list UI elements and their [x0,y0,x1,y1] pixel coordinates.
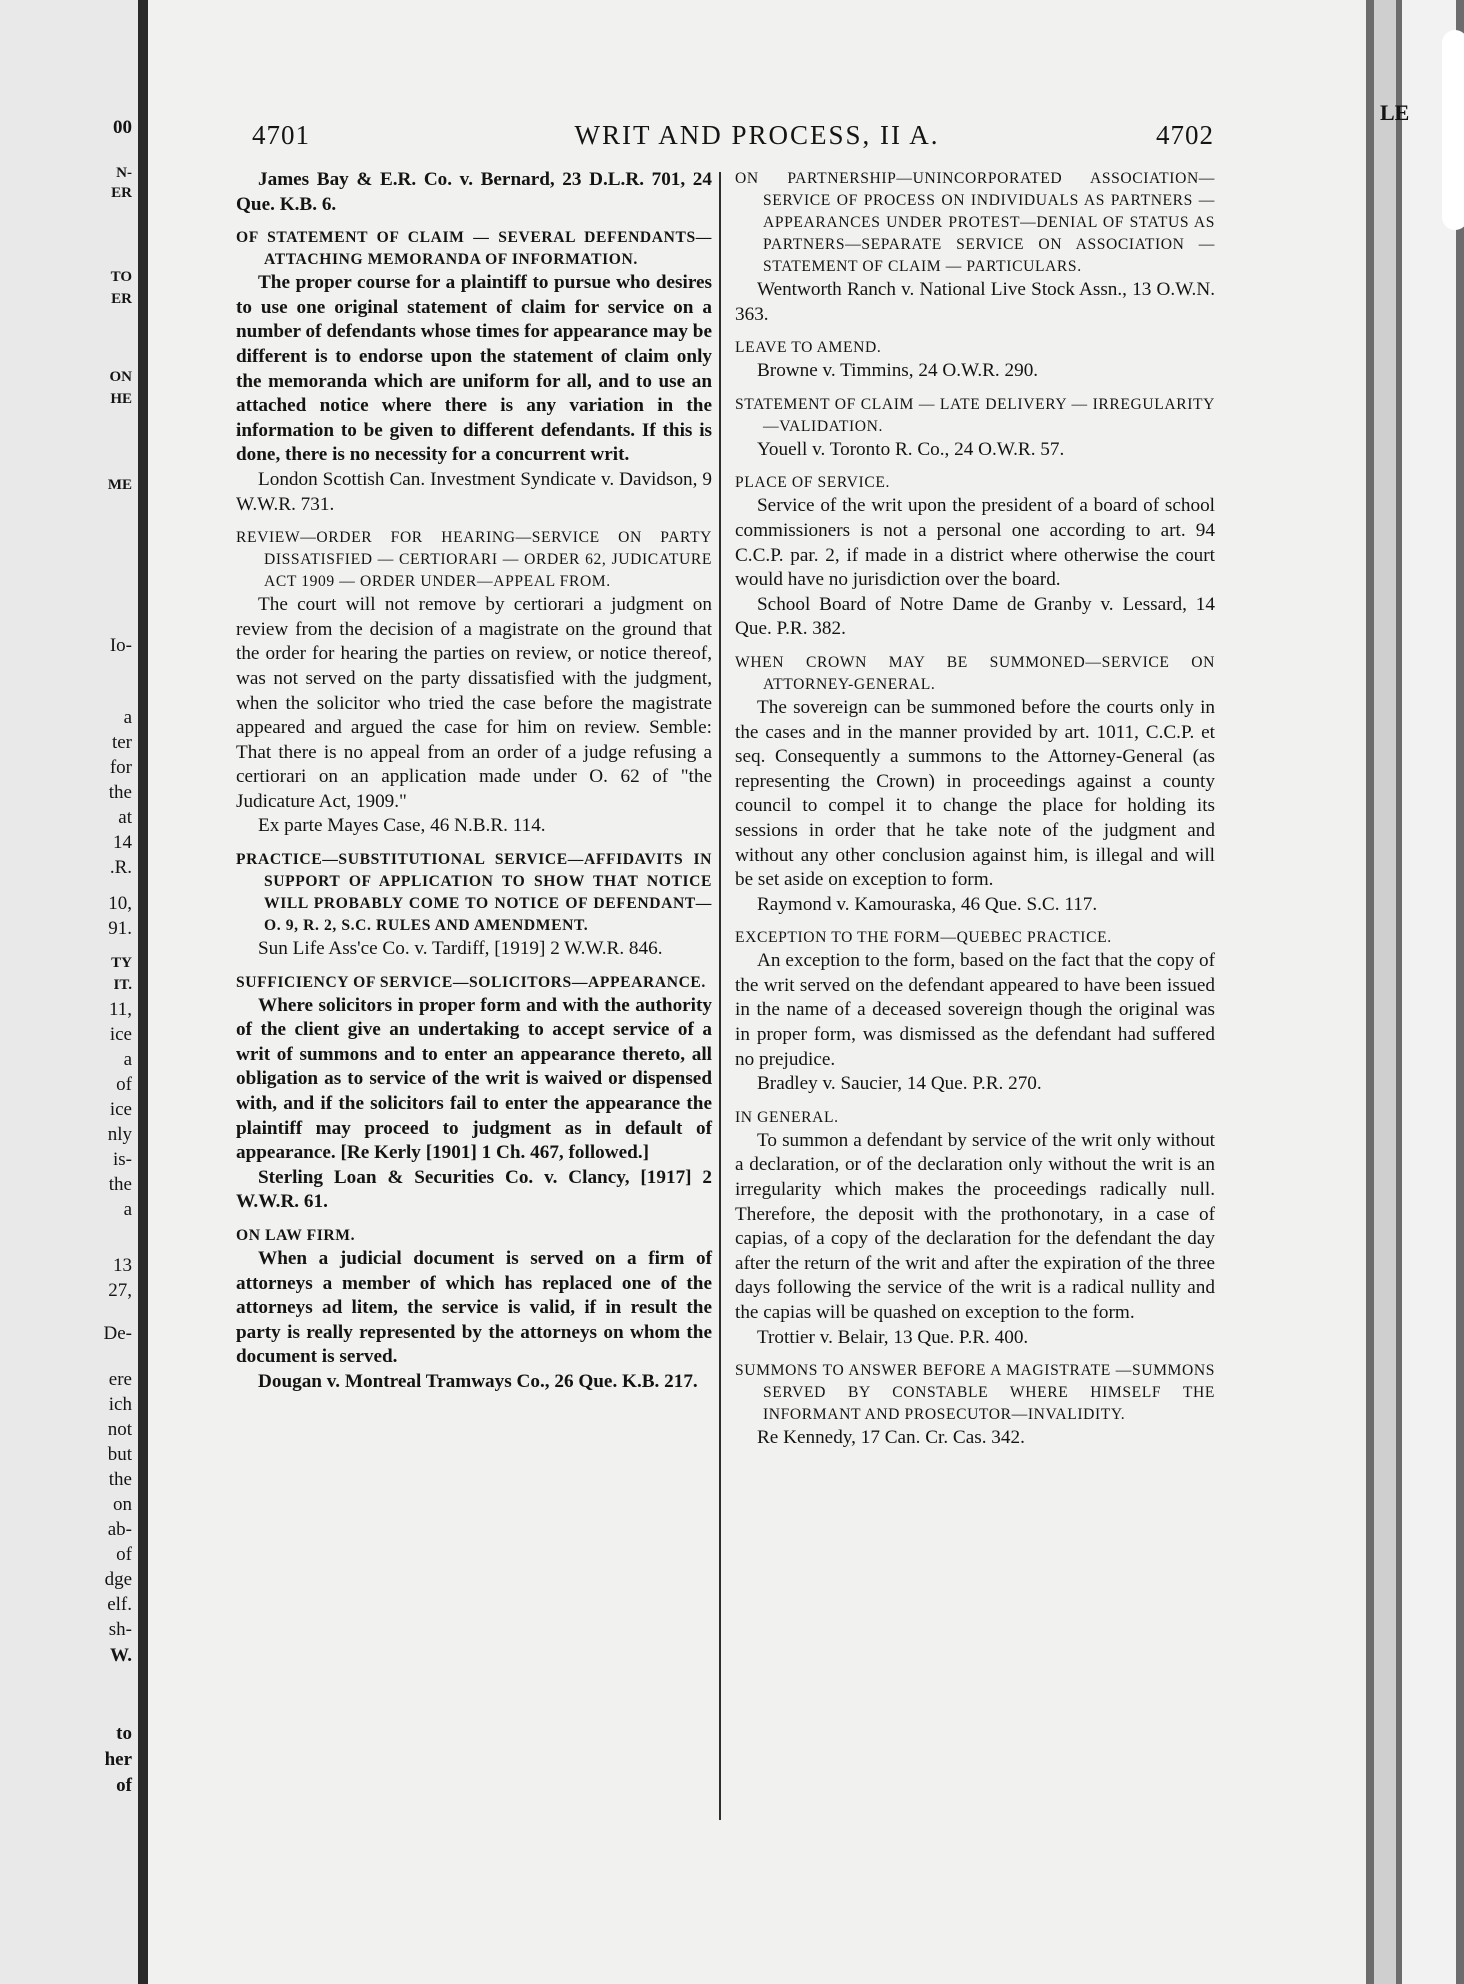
entry-heading: PLACE OF SERVICE. [735,474,890,492]
margin-fragment: a [123,1199,132,1220]
margin-fragment: 27, [108,1280,132,1301]
entry-body: The court will not remove by certiorari a judgment on review from the decision of a magistrate on the ground that the order for hearing the parties on review, or notice thereof, was not served on the party dissatisfied with the judgment, when the solicitor who tried the case before the magistrate appeared and argued the case for him on review. Semble: That there is no appeal from an order of a judge refusing a certiorari on an application made under O. 62 of "the Judicature Act, 1909." [236,594,712,812]
digest-entry [735,168,1215,327]
digest-entry [735,337,1215,384]
case-citation: London Scottish Can. Investment Syndicate v. Davidson, 9 W.W.R. 731. [236,468,712,515]
margin-fragment: Io- [109,635,132,656]
margin-fragment: ter [111,732,132,753]
margin-fragment: TY [111,955,132,971]
margin-fragment: W. [109,1645,132,1666]
page-number-right: 4702 [1156,120,1214,150]
margin-fragment: for [109,757,132,778]
margin-fragment: LE [1380,100,1410,125]
digest-entry [236,849,712,962]
margin-fragment: elf. [107,1594,132,1615]
book-page [148,0,1366,1984]
case-citation: Bradley v. Saucier, 14 Que. P.R. 270. [757,1073,1042,1095]
margin-fragment: 00 [113,117,132,138]
margin-fragment: the [108,1469,132,1490]
entry-heading: REVIEW—ORDER FOR HEARING—SERVICE ON PARTY DISSATISFIED — CERTIORARI — ORDER 62, JUDICATURE ACT 1909 — ORDER UNDER—APPEAL FROM. [236,529,712,591]
entry-heading: STATEMENT OF CLAIM — LATE DELIVERY — IRREGULARITY—VALIDATION. [735,395,1215,435]
digest-entry [236,168,712,217]
margin-fragment: dge [104,1569,132,1590]
page-number-left: 4701 [252,120,310,150]
entry-body: When a judicial document is served on a firm of attorneys a member of which has replaced one of the attorneys ad litem, the service is valid, if in result the party is really represented by the attorneys on whom the document is served. [236,1248,712,1368]
margin-fragment: N- [116,165,132,181]
case-citation: Sun Life Ass'ce Co. v. Tardiff, [1919] 2 W.W.R. 846. [258,938,663,960]
digest-entry [236,227,712,517]
case-citation: James Bay & E.R. Co. v. Bernard, 23 D.L.R. 701, 24 Que. K.B. 6. [236,169,712,215]
entry-body: An exception to the form, based on the fact that the copy of the writ served on the defendant appeared to have been issued in the name of a deceased sovereign though the original was in proper form, was dismissed as the defendant had suffered no prejudice. [735,950,1215,1070]
thumb-tab [1442,30,1464,230]
digest-entry [735,472,1215,642]
case-citation: School Board of Notre Dame de Granby v. Lessard, 14 Que. P.R. 382. [735,593,1215,640]
margin-fragment: HE [110,391,132,407]
digest-entry [735,927,1215,1097]
margin-fragment: 10, [108,893,132,914]
column-divider [719,172,721,1820]
margin-fragment: 91. [108,918,132,939]
case-citation: Wentworth Ranch v. National Live Stock Assn., 13 O.W.N. 363. [735,279,1215,325]
entry-heading: SUFFICIENCY OF SERVICE—SOLICITORS—APPEARANCE. [236,973,706,991]
margin-fragment: of [116,1074,132,1095]
margin-fragment: but [107,1444,132,1465]
margin-fragment: nly [107,1124,132,1145]
case-citation: Raymond v. Kamouraska, 46 Que. S.C. 117. [757,893,1098,915]
margin-fragment: ON [109,369,132,385]
margin-fragment: to [116,1723,132,1744]
margin-fragment: the [108,782,132,803]
entry-heading: PRACTICE—SUBSTITUTIONAL SERVICE—AFFIDAVITS IN SUPPORT OF APPLICATION TO SHOW THAT NOTICE WILL PROBABLY COME TO NOTICE OF DEFENDANT—O. 9, R. 2, S.C. RULES AND AMENDMENT. [236,851,712,935]
margin-fragment: ice [109,1024,132,1045]
margin-fragment: of [116,1775,132,1796]
entry-heading: SUMMONS TO ANSWER BEFORE A MAGISTRATE —SUMMONS SERVED BY CONSTABLE WHERE HIMSELF THE INFORMANT AND PROSECUTOR—INVALIDITY. [735,1362,1215,1424]
entry-heading: ON LAW FIRM. [236,1227,356,1244]
digest-entry [236,972,712,1215]
margin-fragment: of [116,1544,132,1565]
entry-body: The sovereign can be summoned before the courts only in the cases and in the manner provided by art. 1011, C.C.P. et seq. Consequently a summons to the Attorney-General (as representing the Crown) in proceedings against a county council to compel it to change the place for holding its sessions in order that he take note of the judgment and without any other conclusion against him, is illegal and will be set aside on exception to form. [735,696,1215,891]
case-citation: Sterling Loan & Securities Co. v. Clancy, [1917] 2 W.W.R. 61. [236,1166,712,1213]
margin-fragment: ME [107,477,132,493]
page-edge-strip [1402,0,1456,1984]
digest-entry [735,652,1215,917]
margin-fragment: is- [113,1149,132,1170]
digest-entry [735,1107,1215,1350]
margin-fragment: ere [108,1369,132,1390]
digest-entry [735,394,1215,463]
case-citation: Youell v. Toronto R. Co., 24 O.W.R. 57. [757,438,1065,460]
digest-entry [236,1225,712,1395]
margin-fragment: sh- [108,1619,132,1640]
margin-fragment: 13 [113,1255,132,1276]
case-citation: Ex parte Mayes Case, 46 N.B.R. 114. [258,815,546,837]
margin-fragment: not [107,1419,132,1440]
book-gutter [138,0,148,1984]
entry-body: To summon a defendant by service of the writ only without a declaration, or of the declaration only without the writ is an irregularity which makes the proceedings radically null. Therefore, the deposit with the prothonotary, in a case of capias, of a copy of the declaration for the defendant the day after the return of the writ and after the expiration of the three days following the service of the writ is a radical nullity and the capias will be quashed on exception to the form. [735,1129,1215,1323]
margin-fragment: 14 [113,832,132,853]
case-citation: Browne v. Timmins, 24 O.W.R. 290. [757,360,1039,382]
case-citation: Dougan v. Montreal Tramways Co., 26 Que. K.B. 217. [258,1370,698,1392]
entry-heading: OF STATEMENT OF CLAIM — SEVERAL DEFENDANTS—ATTACHING MEMORANDA OF INFORMATION. [236,229,712,269]
margin-fragment: the [108,1174,132,1195]
digest-entry [236,527,712,839]
running-header [148,120,1366,160]
left-column [236,168,712,1405]
margin-fragment: De- [103,1323,132,1344]
margin-fragment: 11, [108,999,132,1020]
margin-fragment: .R. [109,857,132,878]
margin-fragment: ER [111,291,132,307]
right-column [735,168,1215,1461]
entry-body: Service of the writ upon the president of a board of school commissioners is not a personal one according to art. 94 C.C.P. par. 2, if made in a district where otherwise the court would have no jurisdiction over the board. [735,495,1215,591]
next-page-edge [1366,0,1464,1984]
entry-heading: EXCEPTION TO THE FORM—QUEBEC PRACTICE. [735,929,1112,947]
margin-fragment: a [123,1049,132,1070]
margin-fragment: TO [110,269,132,285]
margin-fragment: her [104,1749,132,1770]
entry-body: The proper course for a plaintiff to pursue who desires to use one original statement of claim for service on a number of defendants whose times for appearance may be different is to endorse upon the statement of claim only the memoranda which are uniform for all, and to use an attached notice where there is any variation in the information to be given to different defendants. If this is done, there is no necessity for a concurrent writ. [236,272,712,466]
margin-fragment: ice [109,1099,132,1120]
entry-heading: ON PARTNERSHIP—UNINCORPORATED ASSOCIATION—SERVICE OF PROCESS ON INDIVIDUALS AS PARTNERS — APPEARANCES UNDER PROTEST—DENIAL OF STATUS AS PARTNERS—SEPARATE SERVICE ON ASSOCIATION — STATEMENT OF CLAIM — PARTICULARS. [735,170,1215,275]
margin-fragment: on [113,1494,132,1515]
margin-fragment: a [123,707,132,728]
entry-heading: WHEN CROWN MAY BE SUMMONED—SERVICE ON ATTORNEY-GENERAL. [735,653,1215,693]
case-citation: Re Kennedy, 17 Can. Cr. Cas. 342. [757,1427,1025,1449]
margin-fragment: ER [111,185,132,201]
entry-body: Where solicitors in proper form and with the authority of the client give an undertaking to accept service of a writ of summons and to enter an appearance thereto, all obligation as to service of the writ is waived or dispensed with, and if the solicitors fail to enter the appearance the plaintiff may proceed to judgment as in default of appearance. [Re Kerly [1901] 1 Ch. 467, followed.] [236,994,712,1164]
margin-fragment: ab- [107,1519,132,1540]
entry-heading: IN GENERAL. [735,1108,839,1126]
margin-fragment: IT. [113,977,132,993]
margin-fragment: at [118,807,132,828]
entry-heading: LEAVE TO AMEND. [735,339,882,357]
page-edge-strip [1374,0,1396,1984]
left-facing-page [0,0,138,1984]
running-title: WRIT AND PROCESS, II A. [574,120,940,150]
digest-entry [735,1360,1215,1451]
margin-fragment: ich [108,1394,132,1415]
case-citation: Trottier v. Belair, 13 Que. P.R. 400. [757,1326,1029,1348]
